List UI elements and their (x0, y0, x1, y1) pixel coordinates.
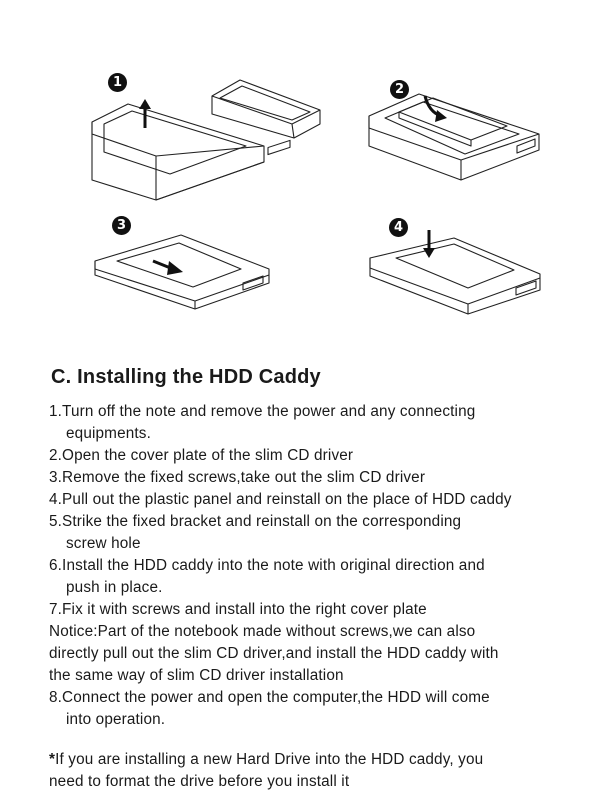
section-title: C. Installing the HDD Caddy (51, 366, 321, 388)
step-1-badge: 1 (108, 73, 127, 92)
step-5-line-2: screw hole (66, 535, 141, 552)
step-6-line-2: push in place. (66, 579, 163, 596)
step-4-badge: 4 (389, 218, 408, 237)
step-2-badge: 2 (390, 80, 409, 99)
step-3: 3.Remove the fixed screws,take out the slim CD driver (49, 469, 426, 486)
figure-step-3 (93, 213, 273, 323)
step-5-line-1: 5.Strike the fixed bracket and reinstall on the corresponding (49, 513, 462, 530)
step-7: 7.Fix it with screws and install into the right cover plate (49, 601, 427, 618)
step-4: 4.Pull out the plastic panel and reinstall on the place of HDD caddy (49, 491, 512, 508)
format-footnote (49, 749, 594, 793)
step-1-line-1: 1.Turn off the note and remove the power and any connecting (49, 403, 476, 420)
step-6-line-1: 6.Install the HDD caddy into the note with original direction and (49, 557, 485, 574)
figure-step-4 (368, 218, 548, 328)
instruction-list (49, 401, 594, 731)
step-8-line-1: 8.Connect the power and open the computer,the HDD will come (49, 689, 490, 706)
notice-line-2: directly pull out the slim CD driver,and install the HDD caddy with (49, 645, 499, 662)
figure-step-2 (367, 76, 567, 186)
step-3-badge: 3 (112, 216, 131, 235)
figure-step-1 (88, 62, 328, 212)
step-2: 2.Open the cover plate of the slim CD driver (49, 447, 354, 464)
illustrations (0, 0, 600, 340)
notice-line-1: Notice:Part of the notebook made without screws,we can also (49, 623, 476, 640)
notice-line-3: the same way of slim CD driver installation (49, 667, 344, 684)
footnote-asterisk: * (49, 751, 56, 768)
step-1-line-2: equipments. (66, 425, 151, 442)
footnote-line-2: need to format the drive before you install it (49, 773, 350, 790)
step-8-line-2: into operation. (66, 711, 166, 728)
footnote-line-1: If you are installing a new Hard Drive into the HDD caddy, you (55, 751, 484, 768)
